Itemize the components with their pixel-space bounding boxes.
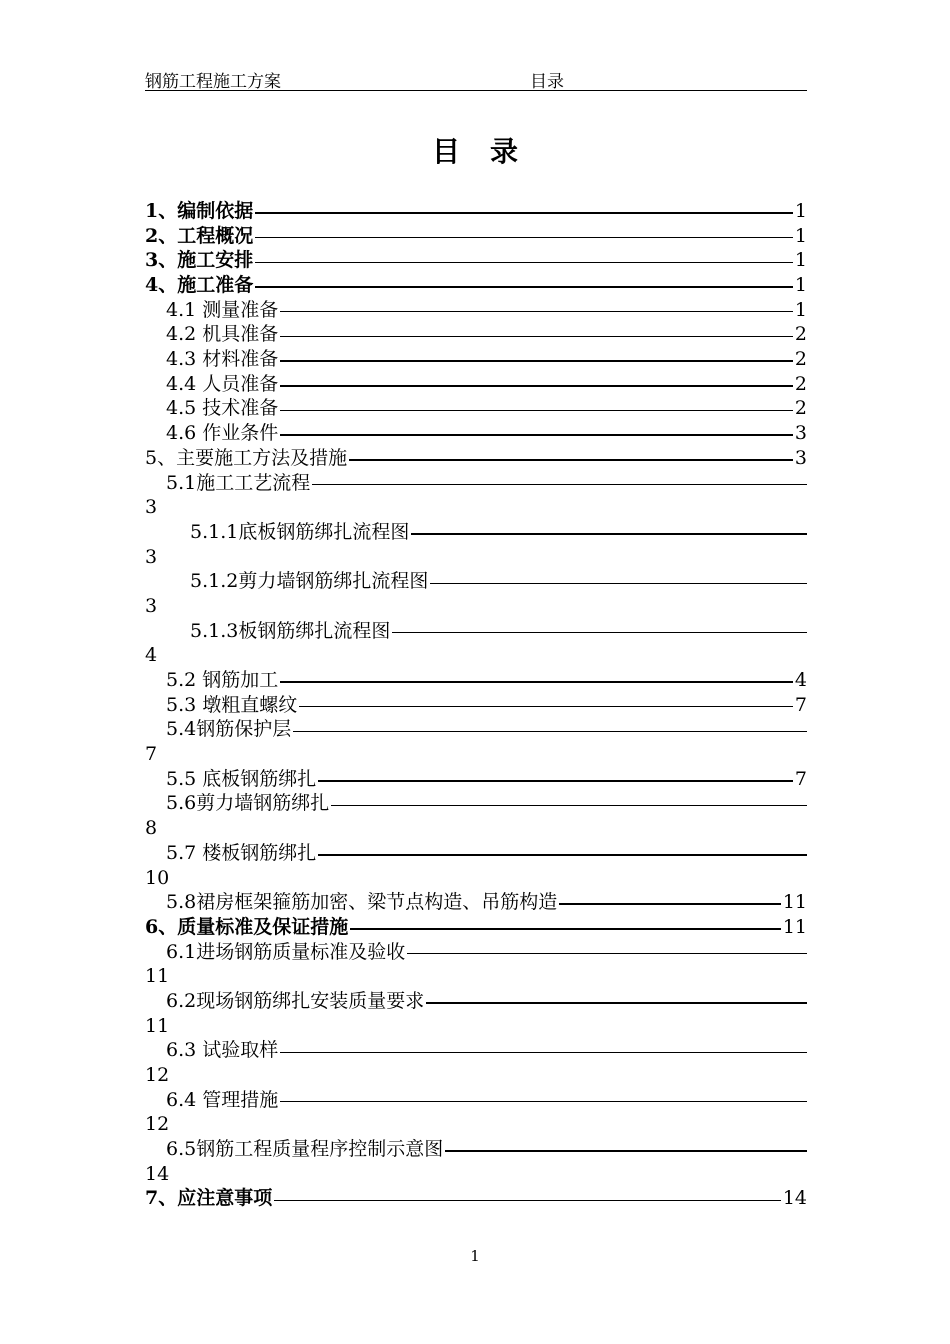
toc-entry[interactable] <box>145 446 807 471</box>
toc-leader-line <box>407 953 807 955</box>
toc-entry-label: 2、工程概况 <box>145 224 254 247</box>
toc-entry-page: 3 <box>145 496 158 519</box>
toc-leader-line <box>280 385 793 387</box>
toc-entry-label: 5、主要施工方法及措施 <box>145 446 348 469</box>
toc-entry-page: 1 <box>794 249 807 272</box>
toc-leader-line <box>445 1150 807 1152</box>
toc-entry-label: 5.1.3板钢筋绑扎流程图 <box>190 619 391 642</box>
toc-entry-page: 1 <box>794 199 807 222</box>
toc-entry[interactable] <box>145 792 807 817</box>
toc-leader-line <box>430 583 807 585</box>
header-doc-title: 钢筋工程施工方案 <box>145 72 281 92</box>
toc-entry[interactable] <box>145 619 807 644</box>
toc-leader-line <box>331 805 807 807</box>
toc-entry-label: 4、施工准备 <box>145 274 254 297</box>
toc-leader-line <box>255 237 793 239</box>
toc-entry-page: 1 <box>794 274 807 297</box>
toc-wrapped-page-line <box>145 545 807 570</box>
toc-entry[interactable] <box>145 322 807 347</box>
toc-leader-line <box>280 1101 807 1103</box>
toc-leader-line <box>274 1200 781 1202</box>
toc-leader-line <box>299 706 793 708</box>
toc-entry[interactable] <box>145 520 807 545</box>
toc-entry-page: 12 <box>145 1064 170 1087</box>
toc-entry-page: 2 <box>794 323 807 346</box>
toc-entry-label: 7、应注意事项 <box>145 1187 273 1210</box>
toc-entry[interactable] <box>145 421 807 446</box>
toc-entry-page: 14 <box>782 1187 807 1210</box>
toc-entry-page: 11 <box>145 965 170 988</box>
toc-entry[interactable] <box>145 890 807 915</box>
toc-entry-page: 1 <box>794 298 807 321</box>
toc-entry-page: 3 <box>145 545 158 568</box>
toc-entry-label: 5.3 墩粗直螺纹 <box>166 693 298 716</box>
toc-entry-label: 5.7 楼板钢筋绑扎 <box>166 841 317 864</box>
toc-wrapped-page-line <box>145 1063 807 1088</box>
toc-entry-page: 3 <box>145 595 158 617</box>
toc-entry-page: 2 <box>794 372 807 395</box>
toc-entry-label: 5.1.1底板钢筋绑扎流程图 <box>190 520 410 543</box>
toc-entry[interactable] <box>145 1187 807 1212</box>
page-header <box>145 66 807 91</box>
toc-wrapped-page-line <box>145 964 807 989</box>
toc-leader-line <box>255 286 793 288</box>
toc-entry-label: 6.1进场钢筋质量标准及验收 <box>166 940 406 963</box>
toc-leader-line <box>411 533 807 535</box>
toc-wrapped-page-line <box>145 594 807 619</box>
toc-entry[interactable] <box>145 1038 807 1063</box>
toc-entry[interactable] <box>145 693 807 718</box>
toc-entry[interactable] <box>145 224 807 249</box>
toc-wrapped-page-line <box>145 643 807 668</box>
toc-entry[interactable] <box>145 717 807 742</box>
toc-entry-label: 5.5 底板钢筋绑扎 <box>166 767 317 790</box>
toc-entry-label: 4.2 机具准备 <box>166 323 279 346</box>
toc-entry[interactable] <box>145 1137 807 1162</box>
toc-leader-line <box>280 311 793 313</box>
toc-entry[interactable] <box>145 471 807 496</box>
toc-entry[interactable] <box>145 767 807 792</box>
toc-entry-page: 2 <box>794 348 807 371</box>
toc-wrapped-page-line <box>145 1112 807 1137</box>
toc-leader-line <box>280 410 793 412</box>
toc-leader-line <box>426 1002 807 1004</box>
toc-leader-line <box>349 459 793 461</box>
toc-wrapped-page-line <box>145 1162 807 1187</box>
toc-entry-label: 3、施工安排 <box>145 249 254 272</box>
toc-entry-label: 4.3 材料准备 <box>166 348 279 371</box>
toc-wrapped-page-line <box>145 742 807 767</box>
toc-entry-page: 3 <box>794 422 807 445</box>
toc-leader-line <box>293 731 807 733</box>
toc-leader-line <box>318 854 807 856</box>
toc-entry-page: 12 <box>145 1113 170 1136</box>
toc-entry[interactable] <box>145 347 807 372</box>
toc-leader-line <box>318 780 793 782</box>
toc-entry[interactable] <box>145 940 807 965</box>
toc-leader-line <box>350 928 781 930</box>
table-of-contents <box>145 199 807 1211</box>
toc-wrapped-page-line <box>145 816 807 841</box>
toc-entry[interactable] <box>145 915 807 940</box>
toc-leader-line <box>312 484 807 486</box>
toc-entry-label: 4.5 技术准备 <box>166 397 279 420</box>
toc-entry-label: 6.2现场钢筋绑扎安装质量要求 <box>166 989 425 1012</box>
toc-leader-line <box>255 212 793 214</box>
toc-entry[interactable] <box>145 273 807 298</box>
toc-entry[interactable] <box>145 372 807 397</box>
toc-entry-label: 5.8裙房框架箍筋加密、梁节点构造、吊筋构造 <box>166 891 558 914</box>
toc-entry-page: 3 <box>794 446 807 469</box>
toc-leader-line <box>559 903 781 905</box>
toc-leader-line <box>280 434 793 436</box>
toc-entry-page: 11 <box>782 891 807 914</box>
toc-wrapped-page-line <box>145 1014 807 1039</box>
toc-entry-page: 7 <box>794 693 807 716</box>
toc-entry-page: 11 <box>782 915 807 938</box>
toc-entry-label: 4.4 人员准备 <box>166 372 279 395</box>
toc-entry[interactable] <box>145 841 807 866</box>
toc-leader-line <box>280 336 793 338</box>
toc-leader-line <box>280 1052 807 1054</box>
toc-entry-label: 6、质量标准及保证措施 <box>145 915 349 938</box>
toc-entry-label: 5.6剪力墙钢筋绑扎 <box>166 792 330 815</box>
toc-entry-label: 5.4钢筋保护层 <box>166 718 292 741</box>
toc-entry[interactable] <box>145 668 807 693</box>
toc-entry-page: 2 <box>794 397 807 420</box>
toc-entry-page: 4 <box>794 669 807 692</box>
page-title: 目录 <box>431 135 548 168</box>
page-number: 1 <box>470 1247 480 1265</box>
toc-entry-label: 4.1 测量准备 <box>166 298 279 321</box>
toc-entry-page: 11 <box>145 1014 170 1037</box>
toc-entry-page: 7 <box>794 767 807 790</box>
toc-entry[interactable] <box>145 989 807 1014</box>
toc-entry-page: 1 <box>794 224 807 247</box>
toc-wrapped-page-line <box>145 866 807 891</box>
toc-entry-label: 5.2 钢筋加工 <box>166 669 279 692</box>
toc-entry-label: 6.4 管理措施 <box>166 1088 279 1111</box>
toc-entry[interactable] <box>145 569 807 594</box>
toc-entry-label: 6.3 试验取样 <box>166 1039 279 1062</box>
toc-leader-line <box>280 681 793 683</box>
toc-leader-line <box>392 632 807 634</box>
toc-entry[interactable] <box>145 298 807 323</box>
toc-entry-page: 10 <box>145 866 170 889</box>
toc-entry-page: 14 <box>145 1162 170 1185</box>
toc-entry[interactable] <box>145 199 807 224</box>
toc-entry[interactable] <box>145 248 807 273</box>
toc-entry-page: 4 <box>145 644 158 667</box>
toc-leader-line <box>280 360 793 362</box>
toc-entry-label: 5.1.2剪力墙钢筋绑扎流程图 <box>190 570 429 593</box>
toc-wrapped-page-line <box>145 495 807 520</box>
toc-entry[interactable] <box>145 1088 807 1113</box>
toc-entry-label: 5.1施工工艺流程 <box>166 471 311 494</box>
toc-entry-page: 8 <box>145 817 158 840</box>
toc-entry[interactable] <box>145 397 807 422</box>
header-section-title: 目录 <box>530 72 564 92</box>
toc-entry-label: 1、编制依据 <box>145 199 254 222</box>
toc-leader-line <box>255 262 793 264</box>
toc-entry-label: 4.6 作业条件 <box>166 422 279 445</box>
toc-entry-page: 7 <box>145 743 158 766</box>
toc-entry-label: 6.5钢筋工程质量程序控制示意图 <box>166 1138 444 1161</box>
